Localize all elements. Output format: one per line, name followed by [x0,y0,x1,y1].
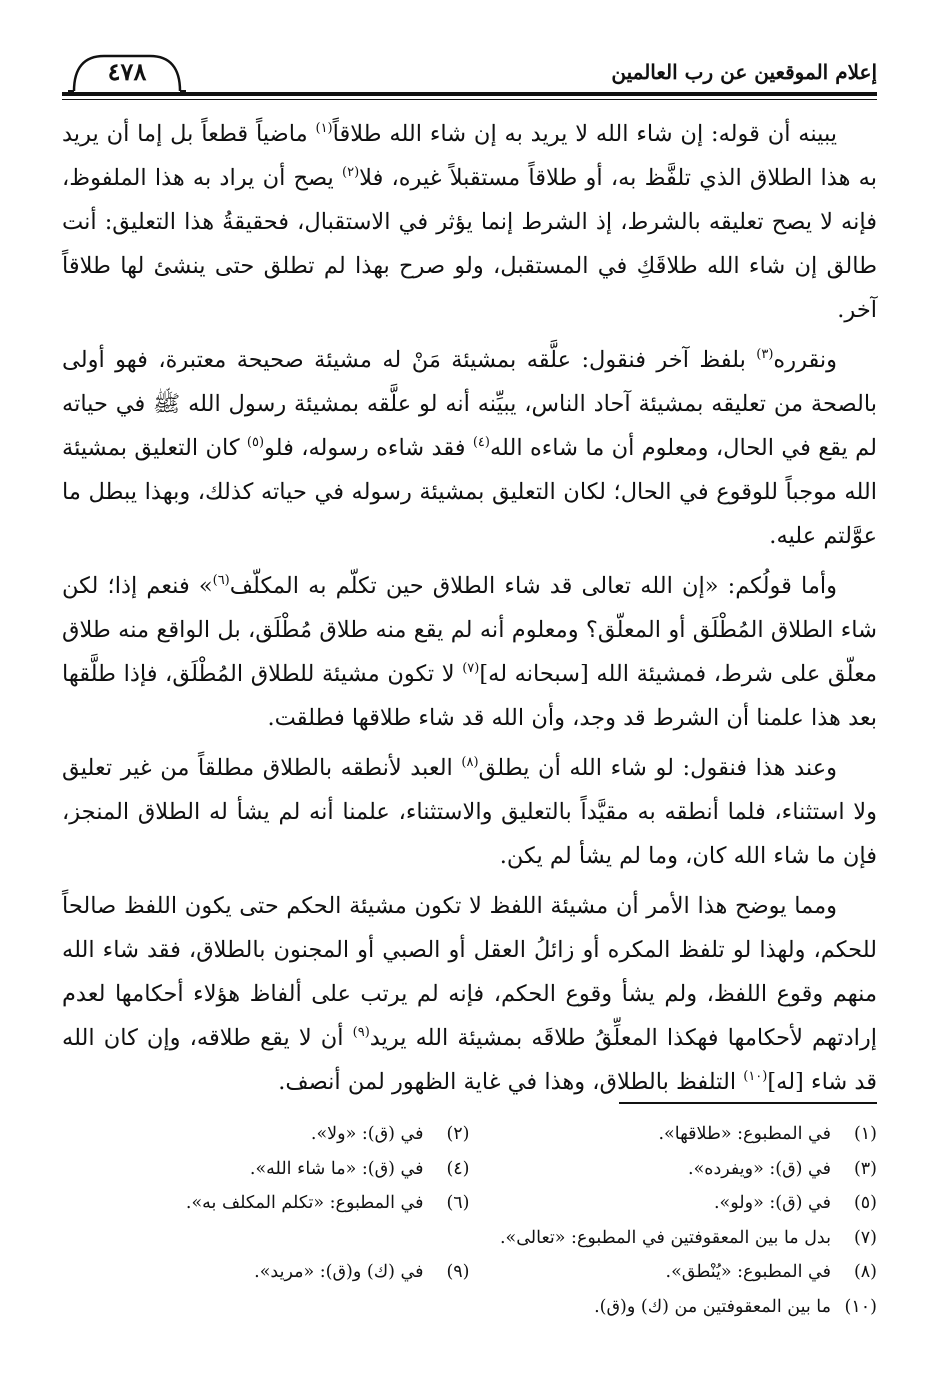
paragraph-text: أن لا يقع طلاقه، وإن كان الله قد شاء [له] [62,1025,877,1095]
paragraph-text: وعند هذا فنقول: لو شاء الله أن يطلق [478,755,837,781]
paragraph-text: ومما يوضح هذا الأمر أن مشيئة اللفظ لا تكون مشيئة الحكم حتى يكون اللفظ صالحاً للحكم، ولهذا لو تلفظ المكره أو زائلُ العقل أو الصبي أو المجنون بالطلاق، فقد شاء الله منهم وقوع اللفظ، ولم يشأ وقوع الحكم، فإنه لم يرتب على ألفاظ هؤلاء أحكامها لعدم إرادتهم لأحكامها فهكذا المعلِّقُ طلاقَه بمشيئة الله يريد [62,893,877,1051]
running-header [62,52,877,94]
footnote-entry [470,1117,878,1152]
footnote-marker: (٨) [461,755,479,770]
paragraph [62,884,877,1104]
footnote-number: (٣) [853,1158,877,1179]
footnotes [62,1117,877,1324]
footnote-row [62,1152,877,1187]
footnote-text: في (ق): «ولو». [713,1193,831,1213]
header-rule-thick [62,92,877,96]
footnote-marker: (١) [315,121,333,136]
footnote-text: بدل ما بين المعقوفتين في المطبوع: «تعالى». [499,1227,831,1248]
paragraph-text: فقد شاءه رسوله، فلو [264,435,473,461]
footnote-entry [470,1152,878,1187]
paragraph-text: بلفظ آخر فنقول: علَّقه بمشيئة مَنْ له مشيئة صحيحة معتبرة، فهو أولى بالصحة من تعليقه بمشيئة آحاد الناس، يبيِّنه أنه لو علَّقه بمشيئة رسول الله ﷺ في حياته لم يقع في الحال، ومعلوم أن ما شاءه الله [62,347,877,461]
footnote-marker: (٦) [212,573,230,588]
paragraph-text: ماضياً قطعاً بل إما أن يريد به هذا الطلاق الذي تلفَّظ به، أو طلاقاً مستقبلاً غيره، فلا [62,121,877,191]
footnote-entry [470,1186,878,1221]
footnote-entry [62,1255,470,1290]
footnote-row [62,1186,877,1221]
footnote-text: في (ق): «ولا». [310,1124,424,1144]
footnote-marker: (٥) [246,435,265,450]
footnote-text: في (ق): «ما شاء الله». [249,1158,424,1179]
book-title: إعلام الموقعين عن رب العالمين [611,60,877,84]
footnote-number: (١) [853,1124,877,1144]
paragraph [62,112,877,332]
paragraph-text: » فنعم إذا؛ لكن شاء الطلاق المُطْلَق أو المعلّق؟ ومعلوم أنه لم يقع منه طلاق مُطْلَق، بل الواقع منه طلاق معلّق على شرط، فمشيئة الله [سبحانه له] [62,573,877,687]
footnote-text: في المطبوع: «يُنْطق». [665,1262,831,1282]
paragraph [62,338,877,558]
footnote-marker: (٢) [342,165,360,180]
footnote-number: (٤) [446,1158,470,1179]
header-rule-thin [62,99,877,100]
footnote-text: في (ك) و(ق): «مريد». [254,1262,424,1282]
paragraph-text: يصح أن يراد به هذا الملفوظ، فإنه لا يصح تعليقه بالشرط، إذ الشرط إنما يؤثر في الاستقبال، فحقيقةُ هذا التعليق: أنت طالق إن شاء الله طلاقَكِ في المستقبل، ولو صرح بهذا لم تطلق حتى ينشئ لها طلاقاً آخر. [62,165,877,323]
paragraph [62,564,877,740]
footnote-separator [619,1102,877,1104]
footnote-marker: (١٠) [743,1069,768,1084]
footnote-marker: (٩) [352,1025,370,1040]
paragraph-text: التلفظ بالطلاق، وهذا في غاية الظهور لمن أنصف. [278,1069,744,1095]
paragraph-text: العبد لأنطقه بالطلاق مطلقاً من غير تعليق ولا استثناء، فلما أنطقه به مقيَّداً بالتعليق والاستثناء، علمنا أنه لم يشأ له الطلاق المنجز، فإن ما شاء الله كان، وما لم يشأ لم يكن. [62,755,877,869]
footnote-number: (٢) [446,1124,470,1144]
footnote-text: ما بين المعقوفتين من (ك) و(ق). [594,1296,831,1317]
footnote-row [62,1255,877,1290]
footnote-entry [62,1221,877,1256]
footnote-number: (٥) [853,1193,877,1213]
footnote-entry [62,1117,470,1152]
footnote-number: (٧) [853,1227,877,1248]
footnote-text: في المطبوع: «تكلم المكلف به». [185,1193,424,1213]
footnote-entry [470,1255,878,1290]
footnote-row [62,1221,877,1256]
paragraph-text: ونقرره [773,347,837,373]
footnote-row [62,1290,877,1325]
footnote-entry [62,1152,470,1187]
footnote-entry [62,1290,877,1325]
footnote-number: (٦) [446,1193,470,1213]
paragraph-text: كان التعليق بمشيئة الله موجباً للوقوع في الحال؛ لكان التعليق بمشيئة رسوله في حياته كذلك، وبهذا يبطل ما عوَّلتم عليه. [62,435,877,549]
footnote-text: في المطبوع: «طلاقها». [658,1124,831,1144]
page-number-frame [68,52,186,92]
footnote-marker: (٣) [756,347,774,362]
footnote-marker: (٤) [472,435,490,450]
paragraph [62,746,877,878]
footnote-number: (١٠) [844,1296,877,1317]
footnote-row [62,1117,877,1152]
footnote-marker: (٧) [462,661,480,676]
footnote-number: (٩) [446,1262,470,1282]
footnote-text: في (ق): «ويفرده». [688,1158,831,1179]
footnote-number: (٨) [853,1262,877,1282]
paragraph-text: لا تكون مشيئة للطلاق المُطْلَق، فإذا طلَّقها بعد هذا علمنا أن الشرط قد وجد، وأن الله قد شاء طلاقها فطلقت. [62,661,877,731]
main-text [62,112,877,1104]
paragraph-text: وأما قولُكم: «إن الله تعالى قد شاء الطلاق حين تكلّم به المكلّف [229,573,837,599]
paragraph-text: يبينه أن قوله: إن شاء الله لا يريد به إن شاء الله طلاقاً [332,121,837,147]
page-number: ٤٧٨ [107,57,147,86]
footnote-entry [62,1186,470,1221]
